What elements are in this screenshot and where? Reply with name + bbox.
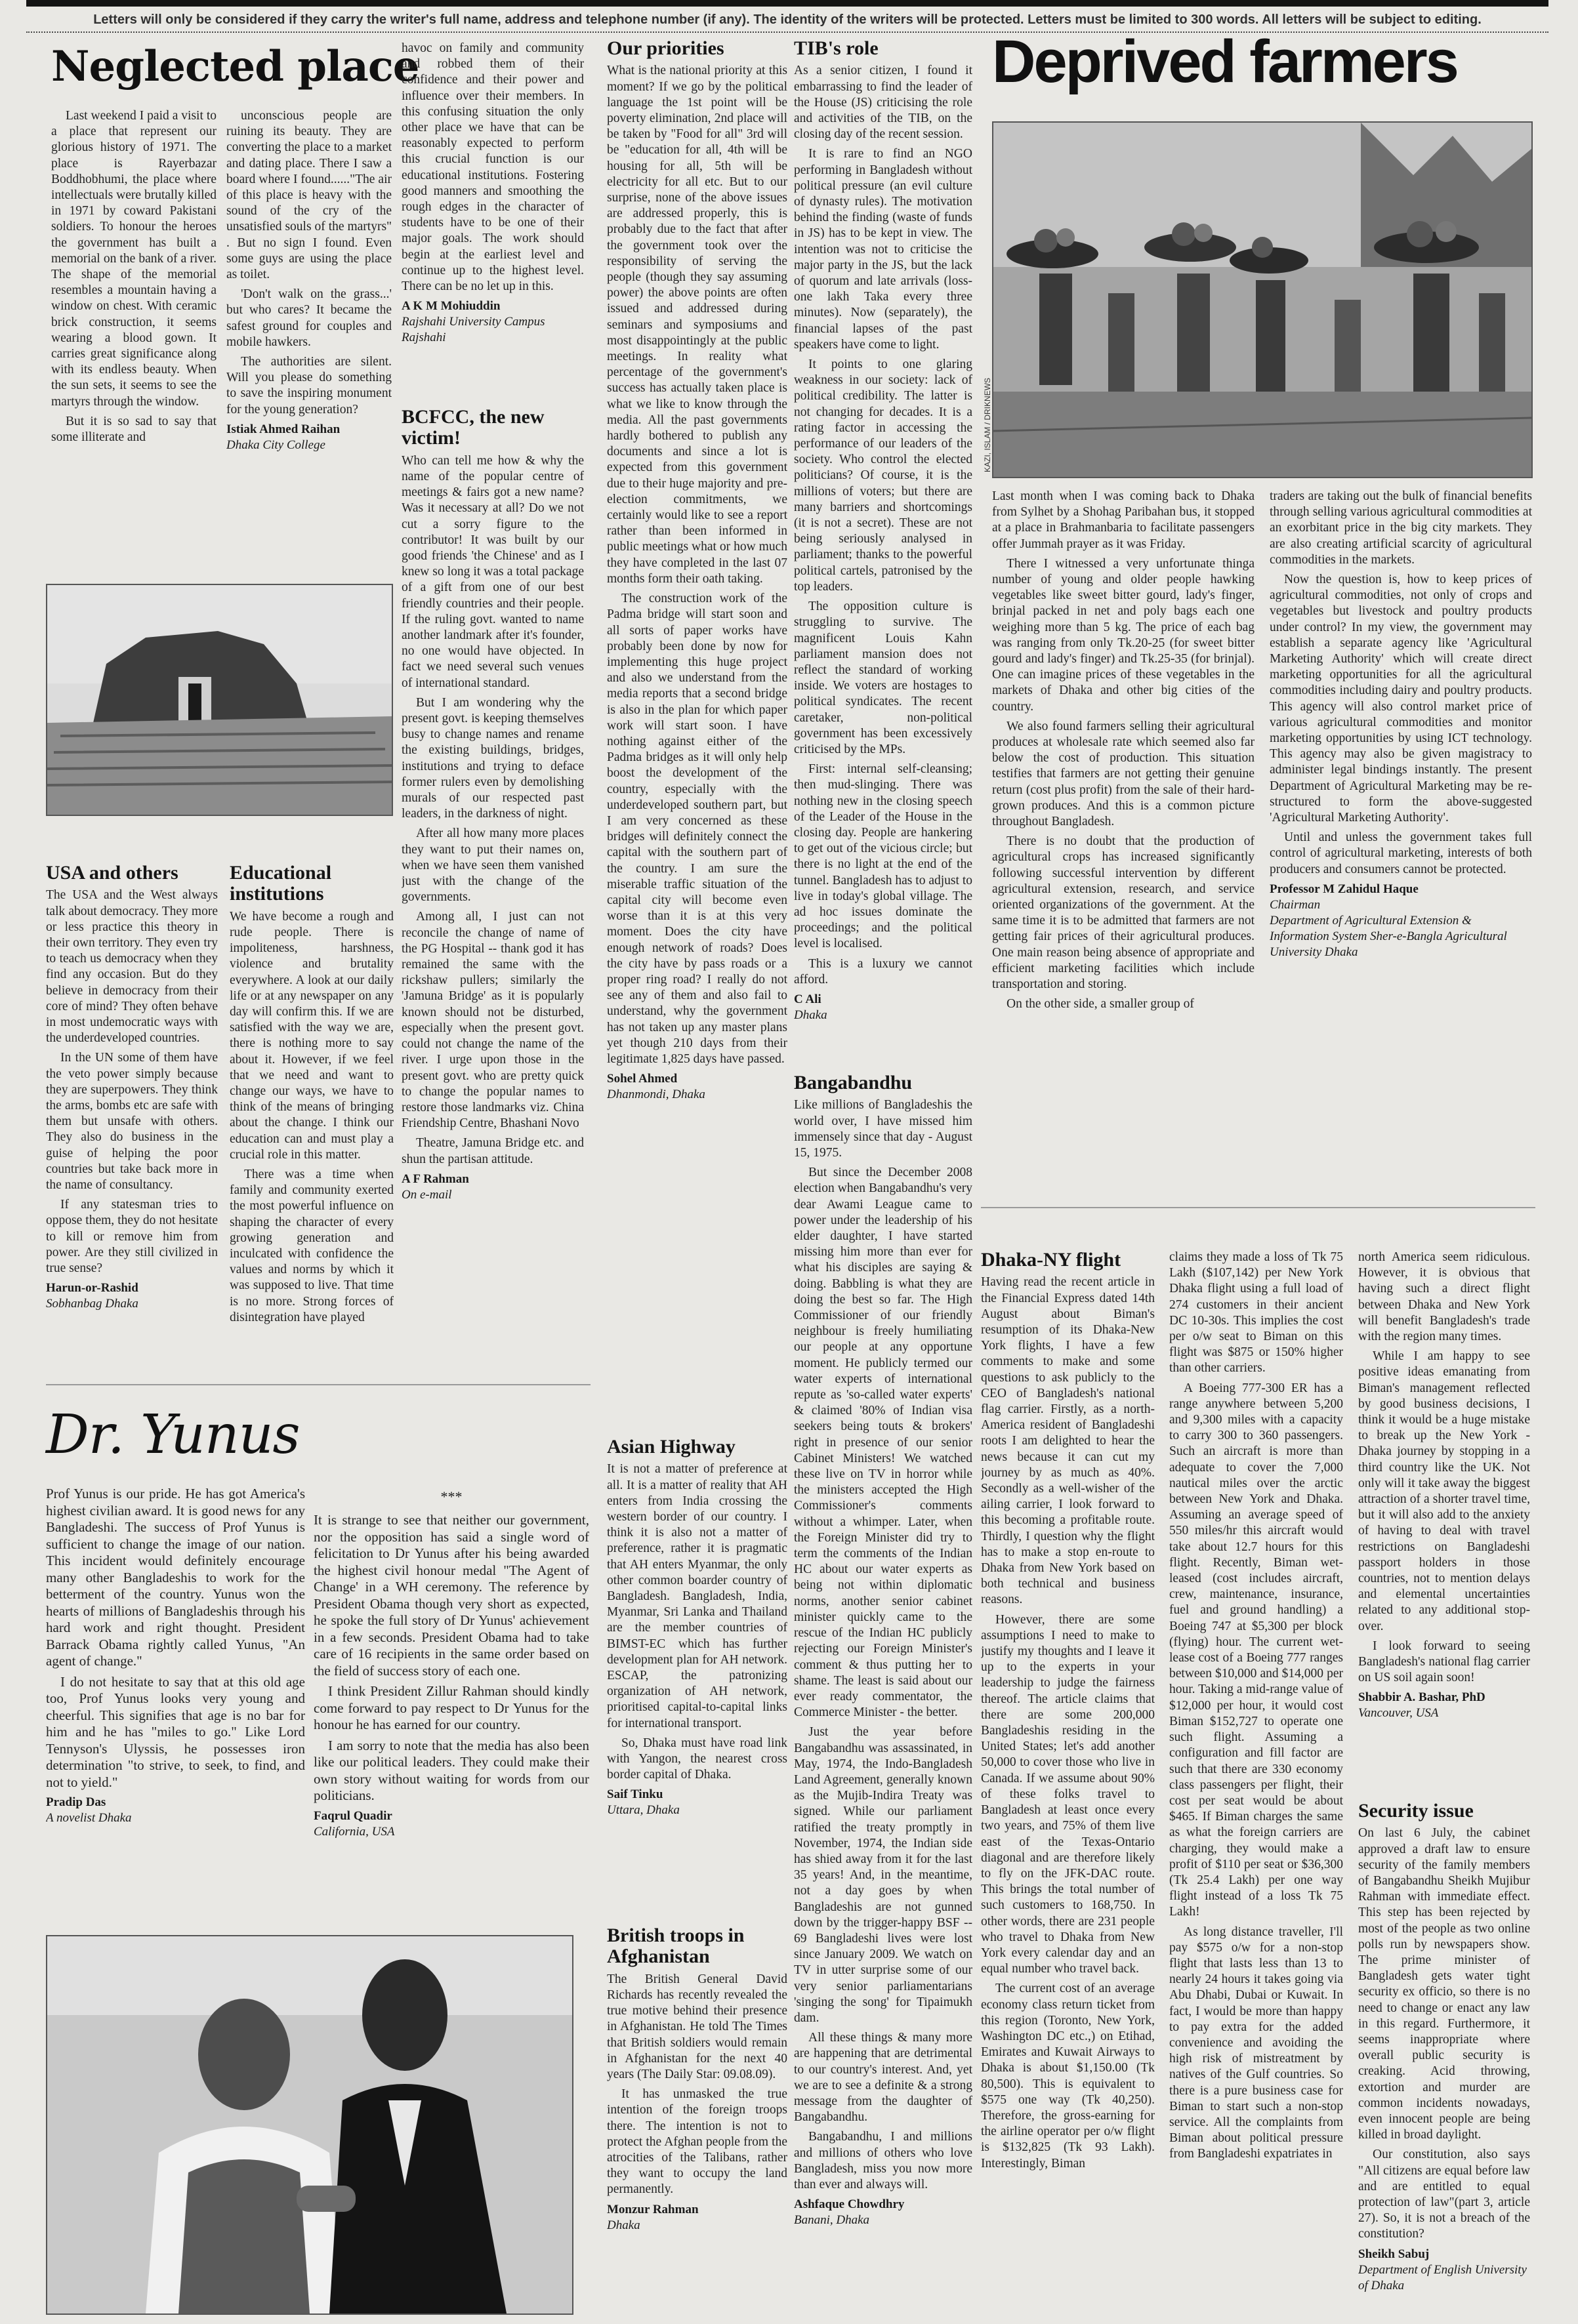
bcfcc-article xyxy=(402,407,584,1361)
tib-article xyxy=(794,38,972,1061)
dhakany-col3 xyxy=(1358,1250,1530,1801)
edu-p1: We have become a rough and rude people. There is impoliteness, harshness, violence and brutality everywhere. A look at our daily life or at any newspaper on any day will confirm this. If we are satisfied with the way we are, there is nothing more to say about it. However, if we feel that we need and want to change our ways, we have to think of the means of bringing about the change. I think our education can and must play a crucial role in this matter. xyxy=(230,909,394,1162)
tib-title: TIB's role xyxy=(794,38,879,59)
edu-p2: There was a time when family and community exerted the most powerful influence on shaping the character of every growing generation and inculcated with confidence the values and norms by which it was supposed to live. That time is no more. Strong forces of disintegration have played xyxy=(230,1168,394,1324)
deprived-author-title: Chairman xyxy=(1270,897,1321,912)
british-p2: It has unmasked the true intention of the foreign troops there. The intention is not to protect the Afghan people from the atrocities of the Talibans, rather they want to occupy the land permanently. xyxy=(607,2087,787,2197)
dhakany-p3: The current cost of an average economy class return ticket from this region (Toronto, New York, Washington DC etc.,) on Etihad, Emirates and Kuwait Airways to Dhaka is about $1,150.00 (Tk 80,500). This is equivalent to $575 one way (Tk 40,250). Therefore, the gross-earning for the airline operator per o/w flight is $132,825 (Tk 93 Lakh). Interestingly, Biman xyxy=(981,1982,1155,2171)
asian-article xyxy=(607,1437,787,1915)
yunus-title: Dr. Yunus xyxy=(46,1404,300,1466)
asian-p1: It is not a matter of preference at all. It is a matter of reality that AH enters from India crossing the western border of our country. I think it is also not a matter of preference, rather it is pragmatic that AH enters Myanmar, the only other common boarder country of Bangladesh. Bangladesh, India, Myanmar, Sri Lanka and Thailand are the member countries of BIMST-EC which has further development plan for AH network. ESCAP, the patronizing organization of AH network, prioritised capital-to-capital links for international transport. xyxy=(607,1462,787,1730)
security-author: Sheikh Sabuj xyxy=(1358,2247,1430,2261)
deprived-p1: Last month when I was coming back to Dhaka from Sylhet by a Shohag Paribahan bus, it stopped at a place in Brahmanbaria to facilitate passengers offer Jummah prayer as it was Friday. xyxy=(992,489,1255,551)
farmers-illustration xyxy=(993,123,1531,477)
bcfcc-place: On e-mail xyxy=(402,1187,452,1202)
asian-place: Uttara, Dhaka xyxy=(607,1803,680,1818)
deprived-p8: Until and unless the government takes full control of agricultural marketing, interests of both producers and consumers cannot be protected. xyxy=(1270,830,1532,876)
deprived-title: Deprived farmers xyxy=(992,28,1457,95)
security-signature xyxy=(1358,2247,1530,2294)
tib-signature xyxy=(794,992,972,1023)
priorities-p1: What is the national priority at this moment? If we go by the political language the 1st point will be poverty elimination, 2nd place will be taken by "Food for all" 3rd will be "education for all, 4th will be housing for all, 5th will be electricity for all etc. But to our surprise, none of the above issues are addressed properly, this is probably due to the fact that after the government took over the responsibility of serving the people (though they say assuming power) the above points are often issued and addressed during seminars and symposiums and most disappointingly at the public meetings. In reality what percentage of the government's success has actually taken place is what we like to know through the media. All the past governments hardly bothered to publish any documents and since a lot is expected from this government due to their huge majority and pre-election commitments, we certainly would like to see a report rather than been informed in public meetings what or how much they have completed in the last 07 months form their oath taking. xyxy=(607,64,787,586)
british-place: Dhaka xyxy=(607,2218,640,2232)
neglected-body-1: Last weekend I paid a visit to a place that represent our glorious history of 1971. The place is Rayerbazar Boddhobhumi, the place where intellectuals were brutally killed in 1971 by coward Pakistani soldiers. To honour the heroes the government has built a memorial on the bank of a river. The shape of the memorial resembles a mountain having a window on chest. With ceramic brick construction, it seems wearing a blood gown. It carries great significance along with its endless beauty. When the sun sets, it seems to see the martyrs through the window. xyxy=(51,109,217,409)
usa-p1: The USA and the West always talk about democracy. They more or less practice this theory in their own territory. They even try to teach us democracy when they find any occasion. But do they believe in democracy from their core of mind? They often behave in most undemocratic ways with the underdeveloped countries. xyxy=(46,888,218,1046)
yunus-separator: *** xyxy=(440,1488,463,1505)
priorities-p2: The construction work of the Padma bridge will start soon and all sorts of paper works have probably been done by now for implementing this huge project and also we understand from the media reports that a second bridge is also in the plan for which paper work will start soon. I have nothing against either of the Padma bridges as it will only help boost the development of the country, especially with the underdeveloped southern part, but I am very concerned as these bridges will definitely connect the capital with the southern part of the country. I am sure the miserable traffic situation of the capital city will become even worse than it is at this very moment. Does the city have enough network of roads? Does the city have by pass roads or a proper ring road? I really do not see any of them and also fail to understand, why the government has not taken up any master plans yet though 210 days from their legitimate 1,825 days have passed. xyxy=(607,592,787,1066)
deprived-bottom-rule xyxy=(981,1207,1535,1208)
yunus-col2 xyxy=(314,1486,589,1912)
dhakany-p9: I look forward to seeing Bangladesh's national flag carrier on US soil again soon! xyxy=(1358,1639,1530,1685)
yunus-col1 xyxy=(46,1486,305,1912)
bangabandhu-p3: Just the year before Bangabandhu was assassinated, in May, 1974, the Indo-Bangladesh Land Agreement, generally known as the Mujib-Indira Treaty was signed. While our parliament ratified the treaty promptly in November, 1974, the Indian side has shied away from it for the last 35 years! And, in the meantime, not a day goes by when Bangladeshis are not gunned down by the trigger-happy BSF -- 69 Bangladeshi lives were lost since January 2009. We watch on TV in utter surprise some of our very senior parliamentarians 'singing the song' for Tipaimukh dam. xyxy=(794,1725,972,2025)
bangabandhu-title: Bangabandhu xyxy=(794,1072,913,1093)
yunus-author-1: Pradip Das xyxy=(46,1795,106,1809)
neglected-signature xyxy=(226,422,392,453)
dhakany-p6: As long distance traveller, I'll pay $575 o/w for a non-stop flight that lasts less than 13 to nearly 24 hours it takes going via Abu Dhabi, Dubai or Kuwait. In fact, I would be more than happy to pay extra for the added convenience and avoiding the high risk of mistreatment by natives of the Gulf countries. So there is a pure business case for Biman to start such a non-stop service. All the complaints from Biman about political pressure from Bangladeshi expatriates in xyxy=(1169,1925,1343,2161)
dhakany-p2: However, there are some assumptions I need to make to justify my thoughts and I leave it up to the experts in your leadership to judge the fairness thereof. The article claims that there are some 200,000 Bangladeshis residing in the United States; let's add another 50,000 to cover those who live in Canada. If we assume about 90% of these folks travel to Bangladesh at least once every two years, and 75% of them live east of the Texas-Ontario diagonal and are therefore likely to fly on the JFK-DAC route. This brings the total number of such customers to 168,750. In other words, there are 231 people who travel to Dhaka from New York every calendar day and an equal number who travel back. xyxy=(981,1612,1155,1976)
asian-author: Saif Tinku xyxy=(607,1787,663,1802)
usa-signature xyxy=(46,1280,218,1312)
yunus-place-1: A novelist Dhaka xyxy=(46,1811,132,1825)
deprived-p4: There is no doubt that the production of agricultural crops has increased significantly following successful intervention by different agricultural extension, research, and service oriented organizations of the government. At the same time it is to be admitted that farmers are not getting fair prices of their agricultural produces. One main reason being absence of appropriate and efficient marketing facilities which include transportation and storing. xyxy=(992,834,1255,992)
bangabandhu-p5: Bangabandhu, I and millions and millions of others who love Bangladesh, miss you now more than ever and always will. xyxy=(794,2130,972,2191)
british-article xyxy=(607,1925,787,2315)
dhakany-p1: Having read the recent article in the Financial Express dated 14th August about Biman's resumption of its Dhaka-New York flights, I have a few comments to make and some questions to ask publicly to the CEO of Bangladesh's national flag carrier. Firstly, as a north-America resident of Bangladeshi roots I am delighted to hear the news because it can cut my journey by as much as 40%. Secondly as a well-wisher of the ailing carrier, I look forward to this becoming a profitable route. Thirdly, I question why the flight has to make a stop en-route to Dhaka from New York based on both technical and business reasons. xyxy=(981,1275,1155,1607)
dhakany-place: Vancouver, USA xyxy=(1358,1706,1439,1721)
col3-top xyxy=(402,41,584,401)
deprived-signature xyxy=(1270,882,1532,960)
yunus-p5: I am sorry to note that the media has also been like our political leaders. They could make their own story without waiting for words from our politicians. xyxy=(314,1737,589,1803)
deprived-p7: Now the question is, how to keep prices of agricultural commodities, not only of crops and vegetables but livestock and poultry products under control? In my view, the government may establish a separate agency like 'Agricultural Marketing Authority' which will create direct marketing opportunities for all the agricultural commodities including dairy and poultry products. This agency will also control market price of various agricultural commodities and monitor marketing opportunities by using ICT technology. This agency may also be given magistracy to administer legal bindings instantly. The present Department of Agricultural Marketing may be re-structured to form the above-suggested 'Agricultural Marketing Authority'. xyxy=(1270,573,1532,825)
neglected-author: Istiak Ahmed Raihan xyxy=(226,422,341,436)
bangabandhu-author: Ashfaque Chowdhry xyxy=(794,2197,905,2212)
edu-article xyxy=(230,863,394,1387)
usa-p2: In the UN some of them have the veto power simply because they are superpowers. They think the arms, bombs etc are safe with them but unsafe with others. They also do business in the guise of helping the poor countries but take back more in the name of consultancy. xyxy=(46,1051,218,1193)
bcfcc-title: BCFCC, the new victim! xyxy=(402,407,545,449)
dhakany-signature xyxy=(1358,1690,1530,1721)
neglected-place: Dhaka City College xyxy=(226,438,325,452)
tib-p3: It points to one glaring weakness in our society: lack of political credibility. The latter is not changing for decades. It is a rating factor in accessing the performance of our leaders of the society. Who control the elected politicians? Of course, it is the millions of voters; but there are many barriers and shortcomings (it is not a secret). These are not being seriously analysed in parliament; thanks to the powerful political cartels, patronised by the top leaders. xyxy=(794,357,972,594)
neglected-body-1b: But it is so sad to say that some illiterate and xyxy=(51,414,217,445)
tib-place: Dhaka xyxy=(794,1008,827,1022)
farmers-photo xyxy=(992,121,1533,478)
security-p1: On last 6 July, the cabinet approved a draft law to ensure security of the family members of Bangabandhu Sheikh Mujibur Rahman with immediate effect. This step has been rejected by most of the people as two online polls run by newspapers show. The prime minister of Bangladesh gets water tight security ex officio, so there is no need to change or enact any law in this regard. Furthermore, it seems inappropriate where overall public security is creaking. Acid throwing, extortion and murder are common incidents nowadays, even innocent people are being killed in broad daylight. xyxy=(1358,1826,1530,2142)
security-title: Security issue xyxy=(1358,1801,1474,1822)
neglected-col1 xyxy=(51,108,217,574)
bcfcc-p5: Theatre, Jamuna Bridge etc. and shun the partisan attitude. xyxy=(402,1136,584,1166)
bangabandhu-signature xyxy=(794,2197,972,2228)
yunus-obama-photo xyxy=(46,1935,573,2315)
british-author: Monzur Rahman xyxy=(607,2202,699,2216)
dhakany-p7: north America seem ridiculous. However, it is obvious that having such a direct flight between Dhaka and New York will benefit Bangladesh's trade with the region many times. xyxy=(1358,1250,1530,1344)
deprived-p6: traders are taking out the bulk of financial benefits through selling various agricultural commodities at an exorbitant price in the big city markets. They are also creating artificial scarcity of agricultural commodities in the markets. xyxy=(1270,489,1532,567)
bangabandhu-p1: Like millions of Bangladeshis the world over, I have missed him immensely since that day - August 15, 1975. xyxy=(794,1098,972,1160)
deprived-author: Professor M Zahidul Haque xyxy=(1270,882,1419,896)
usa-p3: If any statesman tries to oppose them, they do not hesitate to kill or remove him from power. Are they still civilized in true sense? xyxy=(46,1198,218,1276)
tib-author: C Ali xyxy=(794,992,821,1006)
bcfcc-p2: But I am wondering why the present govt. is keeping themselves busy to change names and rename the existing buildings, bridges, institutions and trying to deface former rulers even by demolishing murals of our respected past leaders, in the darkness of night. xyxy=(402,695,584,821)
yunus-signature-1 xyxy=(46,1795,305,1826)
dhakany-col2 xyxy=(1169,1250,1343,2315)
deprived-p3: We also found farmers selling their agricultural produces at wholesale rate which seemed also far below the cost of production. This situation testifies that farmers are not getting their genuine return (cost plus profit) from the sale of their hard-grown produces. And this is a common picture throughout Bangladesh. xyxy=(992,719,1255,829)
neglected-body-2c: The authorities are silent. Will you please do something to save the inspiring monument for the young generation? xyxy=(226,355,392,417)
yunus-p1: Prof Yunus is our pride. He has got America's highest civilian award. It is good news for any Bangladeshi. The success of Prof Yunus is sufficient to change the image of our nation. This incident would definitely encourage many other Bangladeshis to work for the betterment of the country. Yunus won the hearts of millions of Bangladeshis through his hard work and right thought. President Barrack Obama rightly called Yunus, "An agent of change." xyxy=(46,1486,305,1669)
bcfcc-p3: After all how many more places they want to put their names on, when we have seen them vanished just with the change of the governments. xyxy=(402,826,584,905)
memorial-photo xyxy=(46,584,393,816)
farmers-photo-credit: KAZI, ISLAM / DRIKNEWS xyxy=(983,377,992,472)
asian-signature xyxy=(607,1787,787,1818)
bcfcc-p1: Who can tell me how & why the name of the popular centre of meetings & fairs got a new name? Was it necessary at all? Do we not cut a sorry figure to the contributor! It was built by our good friends 'the Chinese' and as I knew so long it was a total package of a gift from one of our best friendly countries and their people. If the ruling govt. wanted to name another landmark after it's founder, no one would have objected. In fact we need several such venues of international standard. xyxy=(402,453,584,690)
security-article xyxy=(1358,1801,1530,2319)
yunus-place-2: California, USA xyxy=(314,1824,395,1839)
yunus-p3: It is strange to see that neither our government, nor the opposition has said a single word of felicitation to Dr Yunus after his being awarded the highest civil honour medal "The Agent of Change' in a WH ceremony. The reference by President Obama though very short as expected, he spoke the full story of Dr Yunus' achievement in a few seconds. President Obama had to take care of 16 recipients in the same order based on the field of success story of each one. xyxy=(314,1512,589,1679)
asian-title: Asian Highway xyxy=(607,1437,736,1458)
yunus-p4: I think President Zillur Rahman should kindly come forward to pay respect to Dr Yunus for the honour he has earned for our country. xyxy=(314,1683,589,1732)
bangabandhu-p4: All these things & many more are happening that are detrimental to our country's interest. And, yet we are to see a definite & a strong message from the daughter of Bangabandhu. xyxy=(794,2031,972,2125)
top-rule xyxy=(26,0,1548,7)
deprived-p5: On the other side, a smaller group of xyxy=(1007,997,1194,1011)
edu-title: Educational institutions xyxy=(230,863,332,905)
usa-title: USA and others xyxy=(46,863,178,884)
yunus-signature-2 xyxy=(314,1808,589,1840)
neglected-title: Neglected place xyxy=(51,42,419,91)
neglected-body-2b: 'Don't walk on the grass...' but who cares? It became the safest ground for couples and mobile hawkers. xyxy=(226,287,392,349)
priorities-article xyxy=(607,38,787,1350)
security-place: Department of English University of Dhaka xyxy=(1358,2262,1527,2293)
bangabandhu-place: Banani, Dhaka xyxy=(794,2213,870,2228)
tib-p2: It is rare to find an NGO performing in Bangladesh without political pressure (an evil culture of dynasty rules). The motivation behind the finding (waste of funds in JS) has to be kept in view. The intention was not to criticise the major party in the JS, but the lack of quorum and late arrivals (loss- one lakh Taka every three minutes). Now (separately), the financial lapses of the past speakers have come to light. xyxy=(794,147,972,352)
british-signature xyxy=(607,2202,787,2233)
dhakany-p4: claims they made a loss of Tk 75 Lakh ($107,142) per New York Dhaka flight using a full load of 274 customers in their ancient DC 10-30s. This implies the cost per o/w seat to Biman on this flight was $875 or 150% higher than other carriers. xyxy=(1169,1250,1343,1376)
yunus-top-rule xyxy=(46,1384,591,1385)
deprived-col2 xyxy=(1270,489,1532,1177)
neglected-body-2a: unconscious people are ruining its beauty. They are converting the place to a market and dating place. There I saw a board where I found......"The air of this place is heavy with the sound of the cry of the unsatisfied souls of the martyrs" . But no sign I found. Even some guys are using the place as toilet. xyxy=(226,109,392,282)
tib-p4: The opposition culture is struggling to survive. The magnificent Louis Kahn parliament mansion does not reflect the standard of working inside. We voters are hostages to political syndicates. The recent caretaker, non-political government has been excessively criticised by the MPs. xyxy=(794,600,972,756)
bangabandhu-p2: But since the December 2008 election when Bangabandhu's very dear Awami League came to power under the leadership of his elder daughter, I have started missing him more than ever for what his disciples are saying & doing. Babbling is what they are doing the best so far. The High Commissioner of our friendly neighbour is freely humiliating our people at any opportune moment. He publicly termed our water experts of international repute as 'so-called water experts' & claimed '80% of Indian visa seekers being touts & brokers' right in presence of our senior Cabinet Ministers! We watched these live on TV in horror while the ministers accepted the High Commissioner's comments without a whimper. Later, when the Foreign Minister did try to term the comments of the Indian HC about our water experts as being not within diplomatic norms, another senior cabinet minister quickly came to the rescue of the Indian HC publicly rejecting our Foreign Minister's comment & thus putting her to shame. The least is said about our ever ready commentator, the Commerce Minister - the better. xyxy=(794,1166,972,1720)
col3-top-author: A K M Mohiuddin xyxy=(402,299,501,314)
british-title: British troops in Afghanistan xyxy=(607,1925,745,1968)
tib-p6: This is a luxury we cannot afford. xyxy=(794,956,972,987)
usa-place: Sobhanbag Dhaka xyxy=(46,1297,138,1311)
bcfcc-signature xyxy=(402,1172,584,1203)
british-p1: The British General David Richards has recently revealed the true motive behind their presence in Afghanistan. He told The Times that British soldiers would remain in Afghanistan for the next 40 years (The Daily Star: 09.08.09). xyxy=(607,1972,787,2081)
asian-p2: So, Dhaka must have road link with Yangon, the nearest cross border capital of Dhaka. xyxy=(607,1736,787,1782)
dhakany-title: Dhaka-NY flight xyxy=(981,1250,1121,1271)
usa-article xyxy=(46,863,218,1400)
neglected-col2 xyxy=(226,108,392,581)
priorities-place: Dhanmondi, Dhaka xyxy=(607,1088,705,1102)
memorial-illustration xyxy=(47,585,392,815)
bcfcc-p4: Among all, I just can not reconcile the change of name of the PG Hospital -- thank god it has remained the same with the rickshaw pullers; similarly the 'Jamuna Bridge' as it is popularly known should not be disturbed, especially when the present govt. could not change the name of the river. I urge upon those in the present govt. who are pretty quick to change the popular names to restore those landmarks viz. China Friendship Centre, Bhashani Novo xyxy=(402,910,584,1131)
tib-p5: First: internal self-cleansing; then mud-slinging. There was nothing new in the closing speech of the Leader of the House in the closing day. People are hankering to get out of the vicious circle; but there is no light at the end of the tunnel. Bangladesh has to adjust to live in today's global village. The ad hoc issues dominate the proceedings; and the political level is localised. xyxy=(794,762,972,951)
dhakany-author: Shabbir A. Bashar, PhD xyxy=(1358,1690,1485,1705)
usa-author: Harun-or-Rashid xyxy=(46,1281,138,1295)
dhakany-p5: A Boeing 777-300 ER has a range anywhere between 5,200 and 9,300 miles with a capacity to carry 300 to 360 passengers. Such an aircraft is more than adequate to cover the 7,000 nautical miles over the arctic between New York and Dhaka. Assuming an average speed of 550 miles/hr this aircraft would take about 12.7 hours for this flight. Recently, Biman wet-leased (cost includes aircraft, crew, maintenance, insurance, fuel and ground handling) a Boeing 747 at $5,300 per block (flying) hour. The current wet-lease cost of a Boeing 777 ranges between $10,000 and $14,000 per hour. Taking a mid-range value of $12,000 per hour, it would cost Biman $152,727 to operate one such flight. Assuming a configuration and fill factor are such that there are 330 economy class passengers per flight, their cost per seat would be about $465. If Biman charges the same as what the foreign carriers are charging, they would make a profit of $110 per seat or $36,300 (Tk 25.4 Lakh) per one way flight instead of a loss Tk 75 Lakh! xyxy=(1169,1381,1343,1919)
yunus-obama-illustration xyxy=(47,1936,572,2314)
col3-top-place: Rajshahi University Campus Rajshahi xyxy=(402,315,545,345)
priorities-author: Sohel Ahmed xyxy=(607,1072,678,1086)
deprived-p2: There I witnessed a very unfortunate thinga number of young and older people hawking vegetables like sweet bitter gourd, lady's finger, brinjal packed in net and poly bags each one weighing more than 5 kg. The price of each bag was ranging from only Tk.20-25 (for sweet bitter gourd and lady's finger) and Tk.25-35 (for brinjal). One can imagine prices of these vegetables in the markets of Dhaka and other big cities of the country. xyxy=(992,556,1255,714)
col3-top-body: havoc on family and community and robbed them of their confidence and their power and influence over their members. In this confusing situation the only other place we have that can be reasonably expected to perform this crucial function is our educational institutions. Fostering good manners and smoothing the rough edges in the character of students have to be one of their major goals. The work should begin at the earliest level and continue up to the highest level. There can be no let up in this. xyxy=(402,41,584,294)
yunus-p2: I do not hesitate to say that at this old age too, Prof Yunus looks very young and cheerful. This signifies that age is no bar for him and he has "miles to go." Like Lord Tennyson's Ulyssis, he possesses iron determination "to strive, to seek, to find, and not to yield." xyxy=(46,1673,305,1790)
security-p2: Our constitution, also says "All citizens are equal before law and are entitled to equal protection of law"(part 3, article 27). So, it is not a breach of the constitution? xyxy=(1358,2148,1530,2241)
yunus-author-2: Faqrul Quadir xyxy=(314,1808,392,1823)
col3-top-signature xyxy=(402,298,584,346)
dhakany-col1 xyxy=(981,1250,1155,2315)
dhakany-p8: While I am happy to see positive ideas emanating from Biman's management reflected by good business decisions, I think it would be a huge mistake to break up the New York - Dhaka journey by stopping in a third country like the UK. Not only will it take away the biggest attraction of a shorter travel time, but it will also add to the anxiety of having to deal with travel restrictions on Bangladeshi passport holders in those countries, not to mention delays and elemental uncertainties related to any additional stop-over. xyxy=(1358,1349,1530,1633)
bangabandhu-article xyxy=(794,1072,972,2315)
letters-notice: Letters will only be considered if they carry the writer's full name, address and telephone number (if any). The identity of the writers will be protected. Letters must be limited to 300 words. All letters will be subject to editing. xyxy=(26,8,1548,33)
deprived-col1 xyxy=(992,489,1255,1177)
priorities-signature xyxy=(607,1071,787,1103)
bcfcc-author: A F Rahman xyxy=(402,1172,469,1186)
priorities-title: Our priorities xyxy=(607,38,724,59)
tib-p1: As a senior citizen, I found it embarrassing to find the leader of the House (JS) criticising the role and activities of the TIB, on the closing day of the recent session. xyxy=(794,64,972,142)
deprived-place: Department of Agricultural Extension & Information System Sher-e-Bangla Agricultural University Dhaka xyxy=(1270,913,1507,959)
